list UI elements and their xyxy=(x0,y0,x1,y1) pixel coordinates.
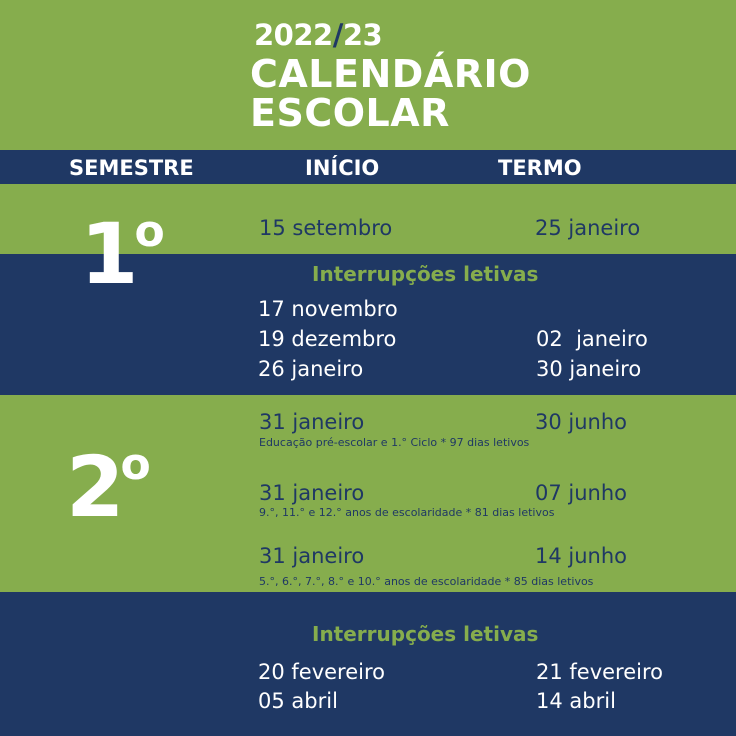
semester2-break-1-start: 20 fevereiro xyxy=(258,660,386,684)
semester2-period-1-end: 30 junho xyxy=(535,410,628,434)
year-start: 2022 xyxy=(254,18,333,52)
semester2-period-1-start: 31 janeiro xyxy=(259,410,365,434)
semester1-break-2-start: 19 dezembro xyxy=(258,327,397,351)
school-year xyxy=(254,18,382,52)
title-line-1: CALENDÁRIO xyxy=(250,52,531,96)
semester1-breaks-title: Interrupções letivas xyxy=(312,262,539,286)
column-header-semester: SEMESTRE xyxy=(69,156,194,180)
semester1-number: 1 xyxy=(80,205,135,303)
semester2-number: 2 xyxy=(66,438,121,536)
semester2-period-2-note: 9.°, 11.° e 12.° anos de escolaridade * 81 dias letivos xyxy=(259,506,555,519)
year-separator: / xyxy=(332,18,343,52)
semester1-break-1-start: 17 novembro xyxy=(258,297,398,321)
semester2-break-1-end: 21 fevereiro xyxy=(536,660,664,684)
semester1-start: 15 setembro xyxy=(259,216,393,240)
semester2-label xyxy=(66,438,151,536)
semester1-break-3-end: 30 janeiro xyxy=(536,357,642,381)
semester2-break-2-end: 14 abril xyxy=(536,689,616,713)
semester1-end: 25 janeiro xyxy=(535,216,641,240)
semester1-break-3-start: 26 janeiro xyxy=(258,357,364,381)
semester2-ordinal: o xyxy=(120,439,151,490)
semester2-period-2-start: 31 janeiro xyxy=(259,481,365,505)
semester2-period-3-note: 5.°, 6.°, 7.°, 8.° e 10.° anos de escolaridade * 85 dias letivos xyxy=(259,575,594,588)
semester2-break-2-start: 05 abril xyxy=(258,689,338,713)
column-header-start: INÍCIO xyxy=(305,156,380,180)
semester2-period-2-end: 07 junho xyxy=(535,481,628,505)
column-header-end: TERMO xyxy=(498,156,582,180)
semester2-period-1-note: Educação pré-escolar e 1.° Ciclo * 97 dias letivos xyxy=(259,436,530,449)
semester2-breaks-title: Interrupções letivas xyxy=(312,622,539,646)
semester1-ordinal: o xyxy=(134,206,165,257)
semester2-period-3-end: 14 junho xyxy=(535,544,628,568)
year-end: 23 xyxy=(342,18,383,52)
semester1-label xyxy=(80,205,165,303)
semester2-period-3-start: 31 janeiro xyxy=(259,544,365,568)
title-line-2: ESCOLAR xyxy=(250,91,450,135)
semester1-break-2-end: 02 janeiro xyxy=(536,327,648,351)
